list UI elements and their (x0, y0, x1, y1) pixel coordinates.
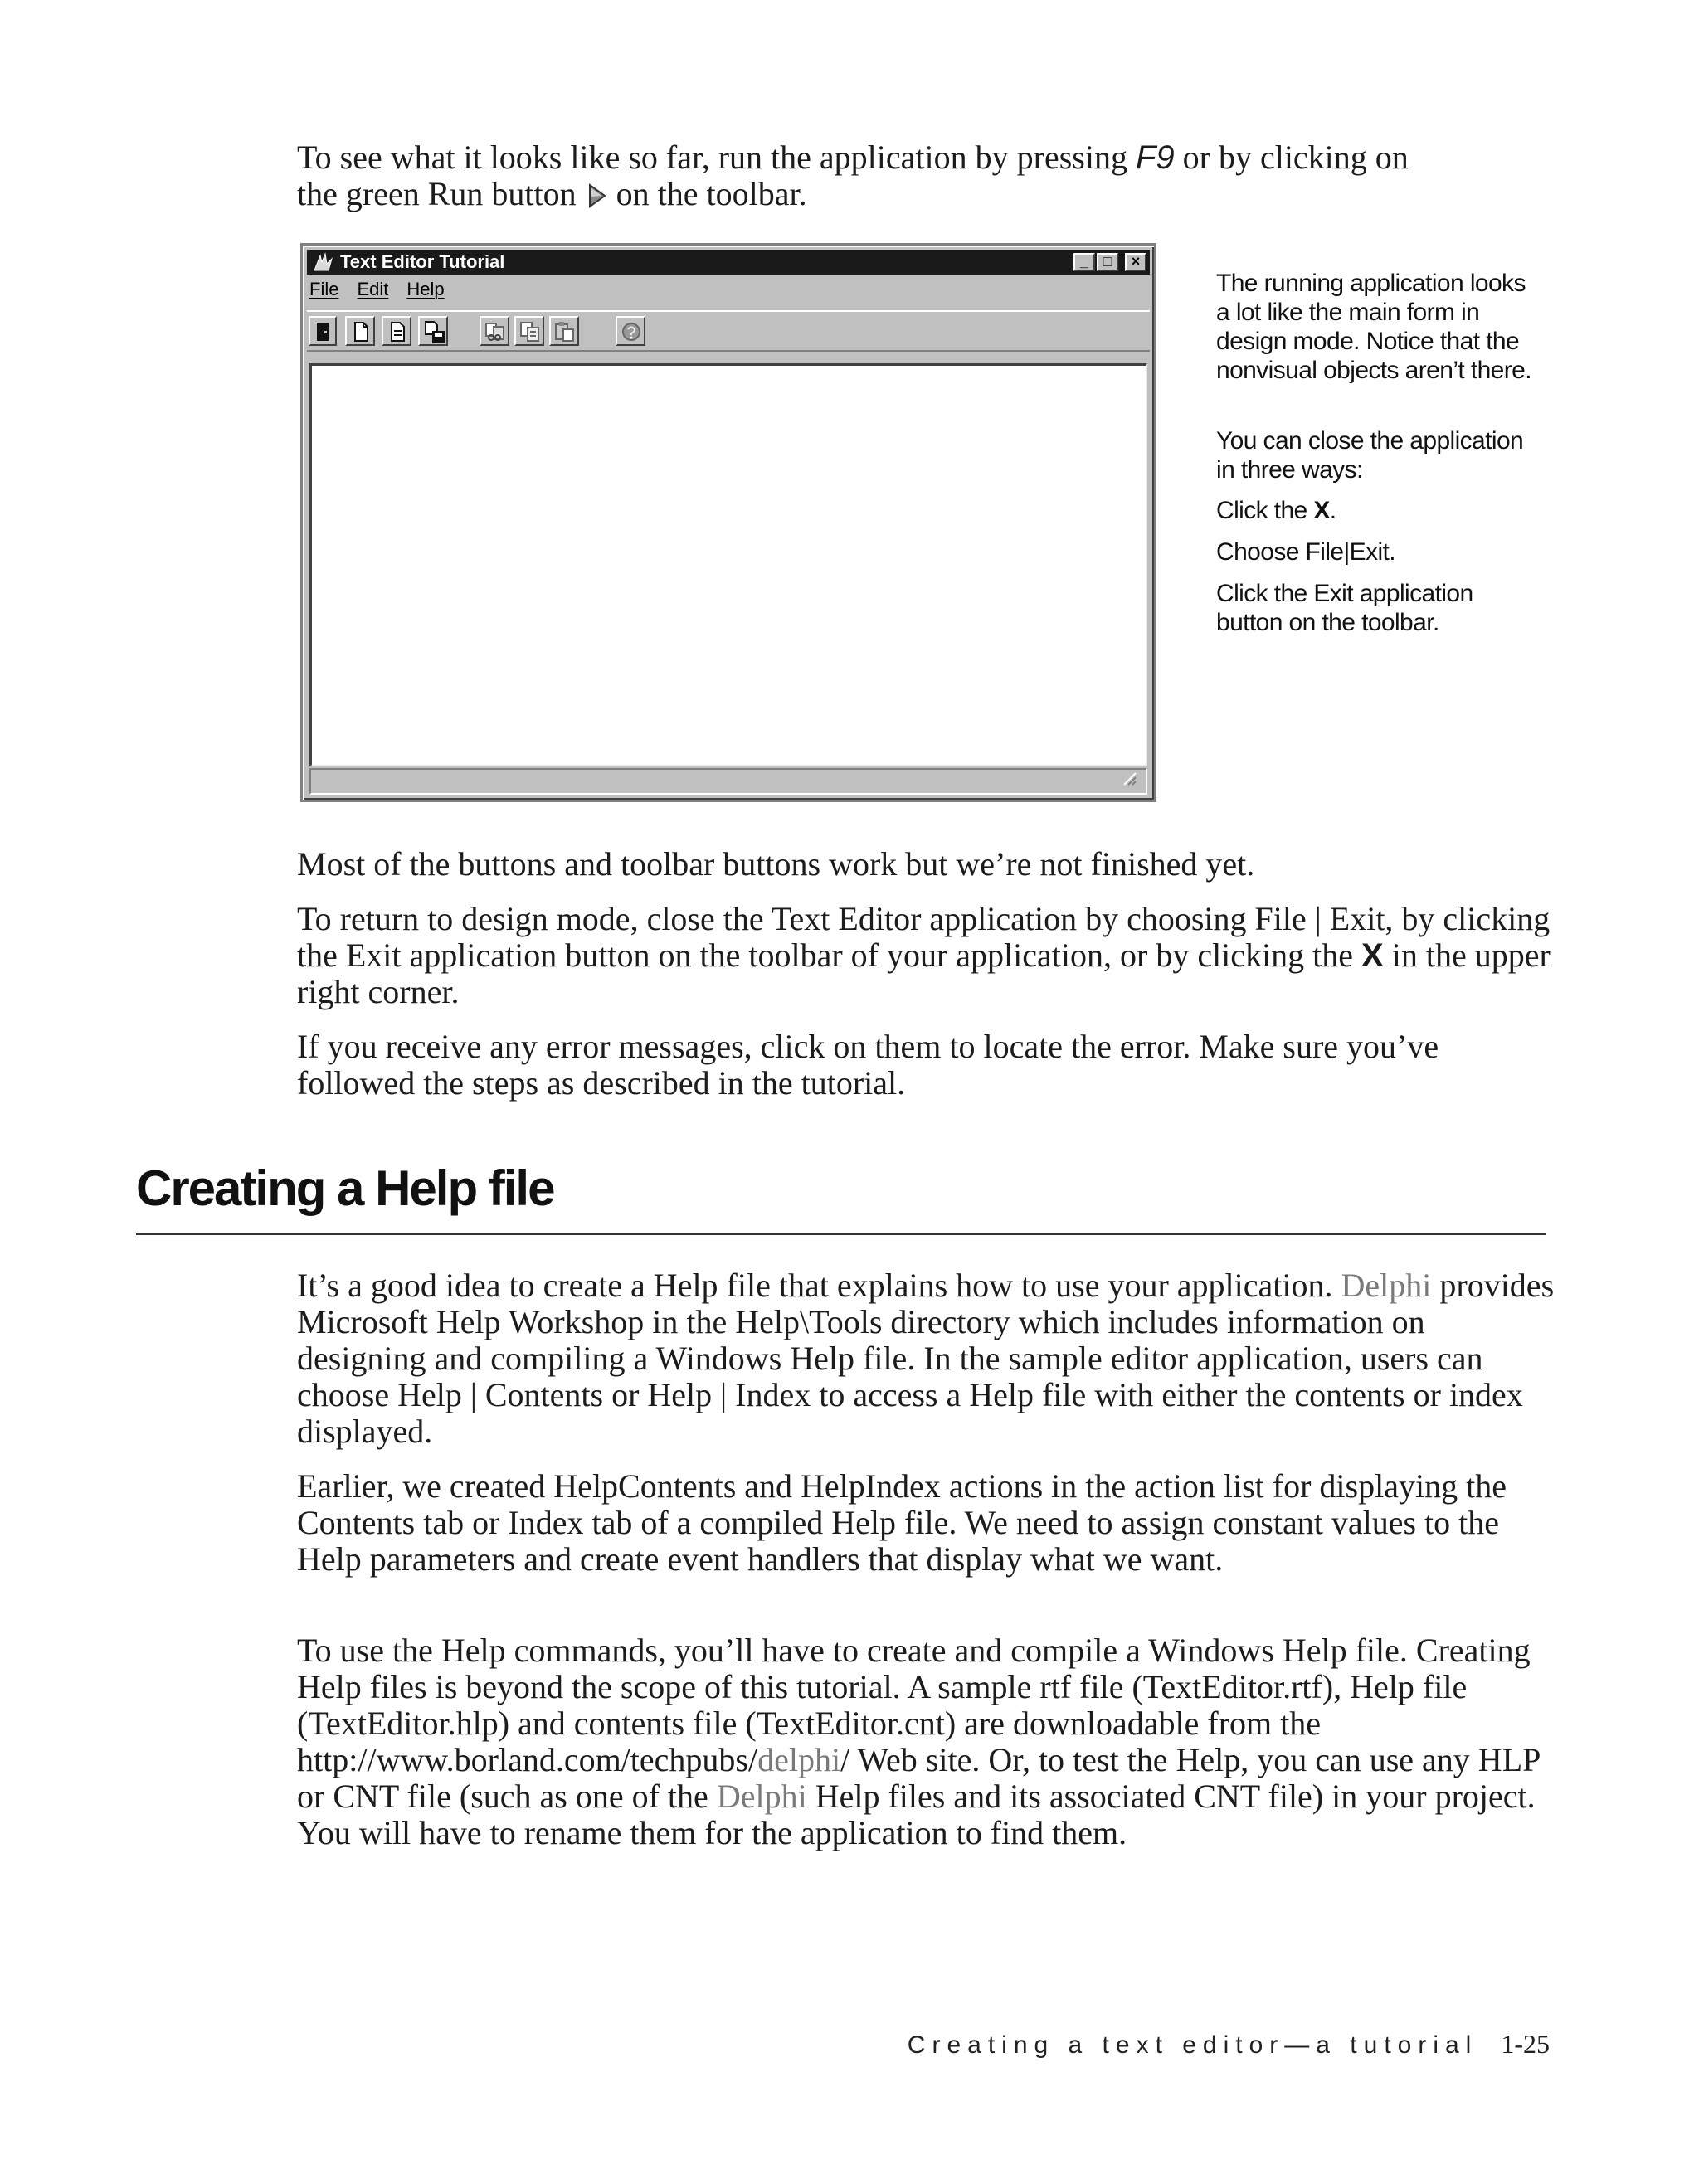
open-file-icon (387, 321, 408, 343)
paragraph-errors: If you receive any error messages, click on them to locate the error. Make sure you’ve followed the steps as described in the tutorial. (297, 1028, 1439, 1102)
menu-file[interactable]: File (309, 279, 339, 299)
window-title: Text Editor Tutorial (340, 251, 505, 272)
page-footer (830, 2027, 1550, 2062)
maximize-button[interactable]: □ (1097, 253, 1118, 271)
cut-button[interactable] (480, 316, 509, 346)
delphi-url-link[interactable]: delphi (757, 1741, 841, 1778)
delphi-link-2[interactable]: Delphi (716, 1778, 807, 1815)
new-file-icon (350, 321, 372, 343)
margin-note-click-x: Click the X. (1216, 497, 1336, 524)
app-window-screenshot (300, 243, 1156, 802)
margin-note-file-exit: Choose File|Exit. (1216, 538, 1396, 566)
paste-button[interactable] (549, 316, 579, 346)
paragraph-return-design: To return to design mode, close the Text Editor application by choosing File | Exit, by clicking the Exit application button on the toolbar of your application, or by clicking the X in the upper right corner. (297, 900, 1551, 1010)
copy-icon (519, 321, 541, 343)
text-edit-area[interactable] (309, 363, 1147, 766)
resize-grip-icon[interactable] (1121, 770, 1137, 786)
menu-help[interactable]: Help (406, 279, 445, 299)
copy-button[interactable] (514, 316, 544, 346)
about-button[interactable] (616, 316, 645, 346)
paragraph-help-file-intro: It’s a good idea to create a Help file that explains how to use your application. Delphi provides Microsoft Help Workshop in the Help\Tools directory which includes information on designing and compiling a Windows Help file. In the sample editor application, users can choose Help | Contents or Help | Index to access a Help file with either the contents or index displayed. (297, 1267, 1555, 1450)
menu-bar (309, 279, 463, 304)
close-button[interactable]: × (1125, 253, 1146, 271)
status-bar (309, 768, 1147, 795)
intro-paragraph: To see what it looks like so far, run the application by pressing F9 or by clicking on the green Run button on the toolbar. (297, 139, 1409, 212)
save-file-button[interactable] (418, 316, 448, 346)
new-file-button[interactable] (345, 316, 375, 346)
paste-icon (554, 321, 576, 343)
cut-icon (484, 321, 506, 343)
footer-title: Creating a text editor—a tutorial (907, 2031, 1478, 2059)
app-icon (312, 252, 333, 272)
minimize-button[interactable]: _ (1073, 253, 1095, 271)
f9-key: F9 (1135, 139, 1175, 176)
page-number: 1-25 (1501, 2029, 1550, 2059)
margin-note-close-ways: You can close the application in three ways: (1216, 427, 1524, 484)
delphi-link[interactable]: Delphi (1341, 1267, 1432, 1304)
paragraph-help-commands: To use the Help commands, you’ll have to create and compile a Windows Help file. Creating Help files is beyond the scope of this tutorial. A sample rtf file (TextEditor.rtf), Help file (TextEditor.hlp) and contents file (TextEditor.cnt) are downloadable from the http://www.borland.com/techpubs/delphi/ Web site. Or, to test the Help, you can use any HLP or CNT file (such as one of the Delphi Help files and its associated CNT file) in your project. You will have to rename them for the application to find them. (297, 1632, 1540, 1851)
menu-edit[interactable]: Edit (357, 279, 389, 299)
heading-rule (136, 1233, 1546, 1235)
paragraph-not-finished: Most of the buttons and toolbar buttons work but we’re not finished yet. (297, 845, 1255, 883)
save-icon (423, 321, 446, 344)
toolbar (307, 310, 1150, 352)
open-file-button[interactable] (382, 316, 411, 346)
paragraph-help-actions: Earlier, we created HelpContents and HelpIndex actions in the action list for displaying the Contents tab or Index tab of a compiled Help file. We need to assign constant values to the Help parameters and create event handlers that display what we want. (297, 1467, 1507, 1578)
run-icon (585, 179, 608, 204)
margin-note-exit-button: Click the Exit application button on the toolbar. (1216, 580, 1473, 636)
margin-note-running: The running application looks a lot like the main form in design mode. Notice that the nonvisual objects aren’t there. (1216, 270, 1531, 384)
exit-app-button[interactable] (309, 316, 337, 346)
window-titlebar (307, 250, 1150, 275)
section-heading: Creating a Help file (136, 1160, 554, 1216)
help-icon (621, 321, 642, 343)
exit-door-icon (314, 321, 332, 343)
